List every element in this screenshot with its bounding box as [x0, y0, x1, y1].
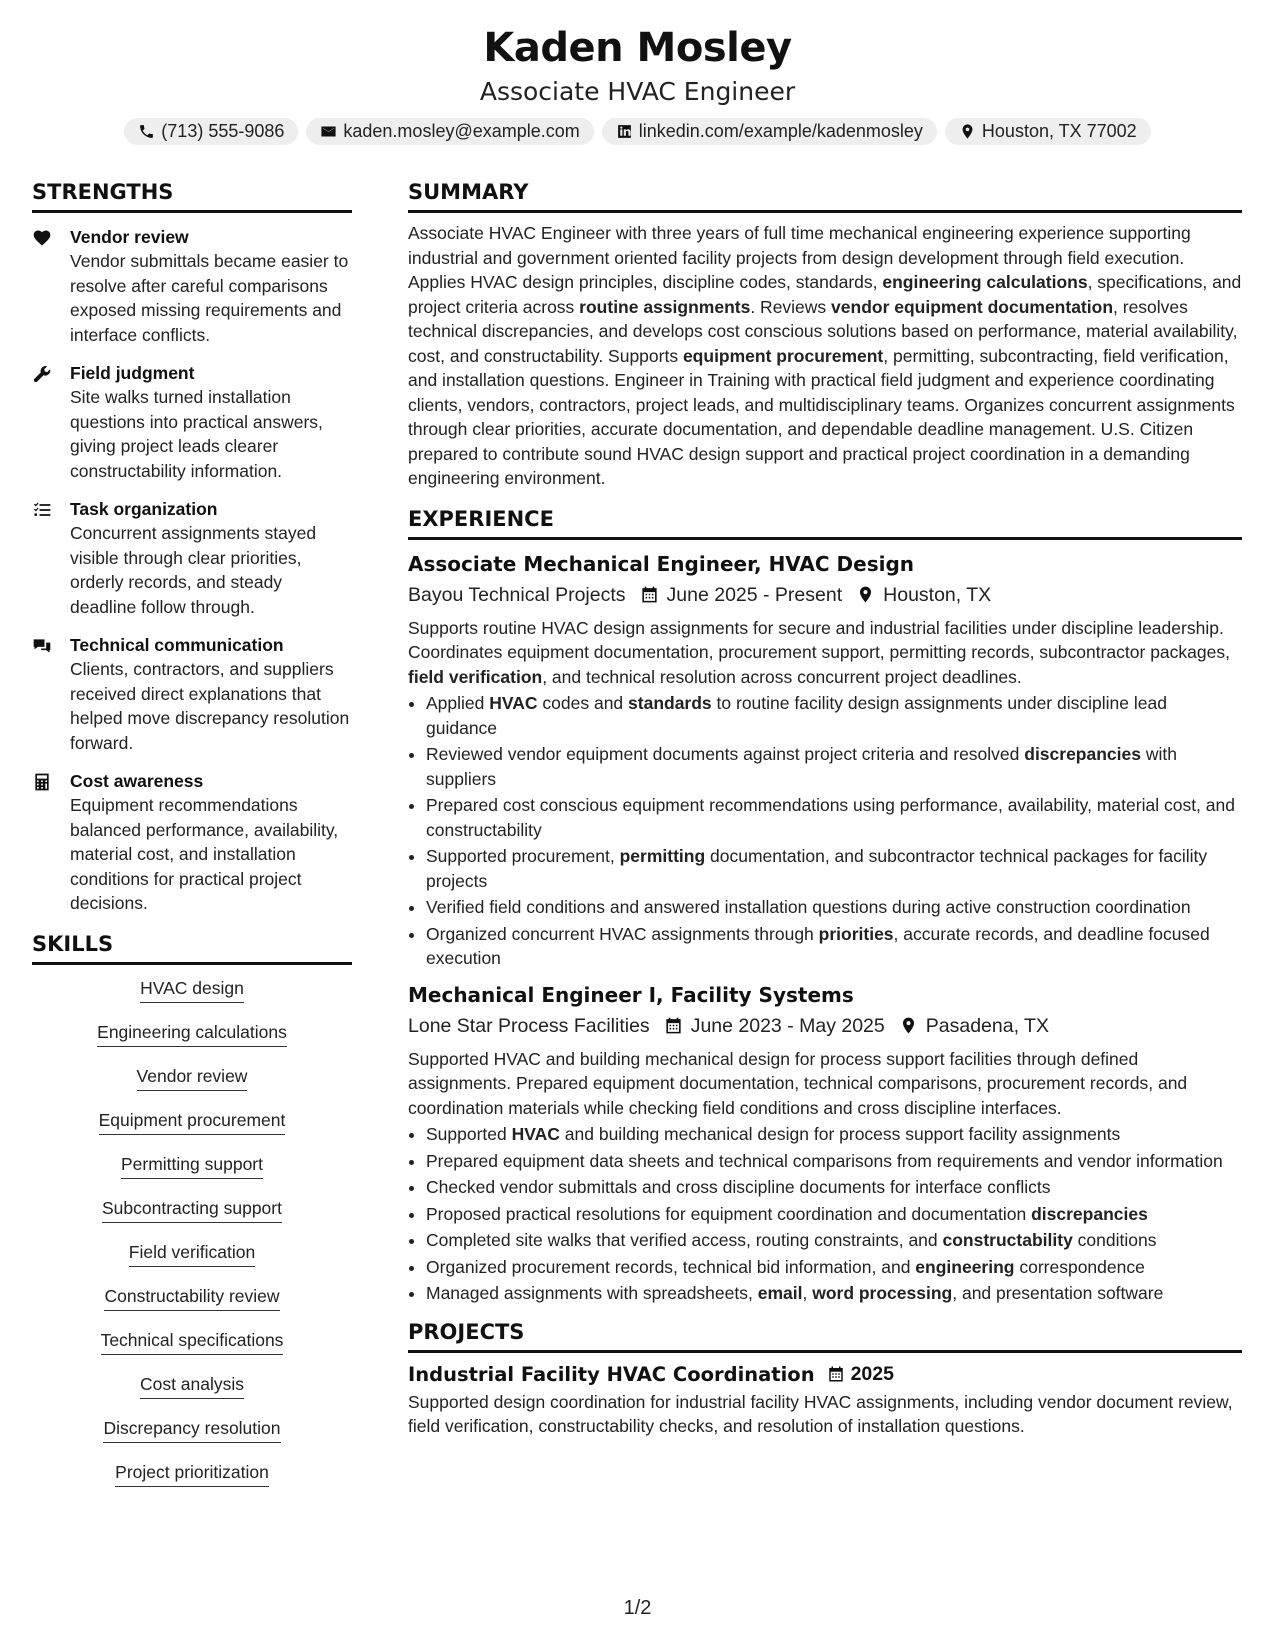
location-icon [959, 123, 976, 140]
email-icon [320, 123, 337, 140]
job-location: Houston, TX [883, 583, 992, 606]
skill-item [32, 1109, 352, 1153]
strength-icon-wrap [32, 497, 70, 619]
skill-item [32, 1329, 352, 1373]
bullet-item [426, 793, 1242, 842]
skills-heading: SKILLS [32, 930, 352, 965]
text-run: , resolves technical discrepancies, and develops cost conscious solutions based on performance, material availability, cost, and constructability. Supports [408, 296, 1238, 366]
skill-tag: Vendor review [137, 1065, 248, 1091]
text-run: codes and [537, 693, 629, 713]
calendar-icon [664, 1016, 683, 1035]
experience-heading: EXPERIENCE [408, 505, 1242, 540]
strength-item [32, 497, 352, 619]
strength-icon-wrap [32, 633, 70, 755]
left-column [32, 178, 352, 1505]
strength-description: Vendor submittals became easier to resolve after careful comparisons exposed missing requirements and interface conflicts. [70, 251, 349, 345]
strength-item [32, 633, 352, 755]
job-bullets [408, 1122, 1242, 1306]
contact-item [945, 118, 1151, 145]
chat-icon [32, 636, 52, 656]
text-run: Managed assignments with spreadsheets, [426, 1283, 758, 1303]
job-location: Pasadena, TX [925, 1014, 1049, 1037]
skill-item [32, 1373, 352, 1417]
job-bullets [408, 691, 1242, 971]
text-run: , and presentation software [952, 1283, 1164, 1303]
contact-bar [0, 118, 1275, 145]
skill-tag: Subcontracting support [102, 1197, 282, 1223]
text-run: Supported HVAC and building mechanical design for process support facilities through defined assignments. Prepared equipment documentation, technical comparisons, procurement records, and coordination materials while checking field conditions and cross discipline interfaces. [408, 1048, 1188, 1118]
job-meta [408, 1011, 1242, 1041]
strength-description: Clients, contractors, and suppliers received direct explanations that helped move discrepancy resolution forward. [70, 659, 350, 753]
bullet-item [426, 1255, 1242, 1280]
bullet-item [426, 895, 1242, 920]
strength-description: Equipment recommendations balanced performance, availability, material cost, and installation conditions for practical project decisions. [70, 795, 339, 913]
skills-list [32, 977, 352, 1505]
candidate-title: Associate HVAC Engineer [479, 77, 796, 106]
text-run: conditions [1072, 1230, 1157, 1250]
bullet-item [426, 1202, 1242, 1227]
bullet-item [426, 1228, 1242, 1253]
strength-icon-wrap [32, 361, 70, 483]
skill-item [32, 1153, 352, 1197]
heart-icon [32, 228, 52, 248]
contact-item [602, 118, 937, 145]
text-run: Completed site walks that verified access, routing constraints, and [426, 1230, 943, 1250]
summary-heading: SUMMARY [408, 178, 1242, 213]
company-name: Lone Star Process Facilities [408, 1014, 650, 1037]
text-run: Applied [426, 693, 490, 713]
text-run: Organized procurement records, technical bid information, and [426, 1256, 916, 1277]
job-title: Mechanical Engineer I, Facility Systems [408, 982, 854, 1007]
skill-tag: Discrepancy resolution [103, 1417, 280, 1443]
text-run: , [802, 1283, 813, 1303]
text-run: with suppliers [426, 744, 1177, 789]
job-meta [408, 580, 1242, 610]
bullet-item [426, 1175, 1242, 1200]
job-dates: June 2025 - Present [666, 583, 843, 606]
bullet-item [426, 922, 1242, 971]
calculator-icon [32, 772, 52, 792]
text-run: Verified field conditions and answered installation questions during active construction coordination [426, 897, 1191, 917]
strength-item [32, 225, 352, 347]
skill-item [32, 1021, 352, 1065]
text-run: to routine facility design assignments under discipline lead guidance [426, 693, 1167, 738]
wrench-icon [32, 364, 52, 384]
contact-text: Houston, TX 77002 [981, 121, 1137, 141]
bold-text: word processing [812, 1283, 953, 1303]
contact-item [124, 118, 298, 145]
text-run: , specifications, and project criteria across [408, 272, 1242, 317]
project-title: Industrial Facility HVAC Coordination [408, 1362, 815, 1386]
page-number: 1/2 [623, 1597, 652, 1619]
skill-tag: Engineering calculations [97, 1021, 287, 1047]
text-run: . Reviews [750, 296, 832, 317]
job-entry [408, 981, 1242, 1306]
strength-title: Cost awareness [70, 771, 204, 791]
linkedin-icon [616, 123, 633, 140]
skill-tag: Equipment procurement [99, 1109, 286, 1135]
strength-icon-wrap [32, 225, 70, 347]
job-title: Associate Mechanical Engineer, HVAC Design [408, 551, 915, 576]
job-description [408, 616, 1242, 690]
strength-item [32, 769, 352, 916]
bullet-item [426, 844, 1242, 893]
projects-list [408, 1363, 1242, 1439]
skill-tag: Project prioritization [115, 1461, 269, 1487]
bullet-item [426, 1122, 1242, 1147]
skill-item [32, 1065, 352, 1109]
bold-text: standards [628, 693, 712, 713]
bold-text: equipment procurement [682, 345, 884, 366]
location-icon [856, 585, 875, 604]
contact-text: kaden.mosley@example.com [343, 121, 580, 141]
bullet-item [426, 742, 1242, 791]
strength-title: Vendor review [70, 227, 189, 247]
skill-tag: Constructability review [104, 1285, 279, 1311]
bold-text: field verification [408, 666, 543, 687]
experience-list [408, 550, 1242, 1306]
calendar-icon [640, 585, 659, 604]
strength-description: Concurrent assignments stayed visible through clear priorities, orderly records, and steady deadline follow through. [70, 523, 317, 617]
bold-text: constructability [942, 1230, 1073, 1250]
bold-text: vendor equipment documentation [831, 296, 1114, 317]
bold-text: engineering calculations [882, 272, 1088, 292]
text-run: , and technical resolution across concurrent project deadlines. [542, 666, 1022, 687]
bullet-item [426, 1281, 1242, 1306]
skill-tag: Cost analysis [140, 1373, 244, 1399]
bullet-item [426, 691, 1242, 740]
text-run: Checked vendor submittals and cross discipline documents for interface conflicts [426, 1177, 1051, 1197]
contact-item [306, 118, 593, 145]
skill-tag: Permitting support [121, 1153, 263, 1179]
text-run: Supported [426, 1124, 512, 1144]
skill-item [32, 1241, 352, 1285]
text-run: correspondence [1014, 1256, 1145, 1277]
candidate-name: Kaden Mosley [483, 25, 792, 71]
bold-text: email [757, 1283, 803, 1303]
contact-text: linkedin.com/example/kadenmosley [638, 121, 923, 141]
skill-item [32, 1285, 352, 1329]
project-description: Supported design coordination for industrial facility HVAC assignments, including vendor document review, field verification, constructability checks, and resolution of installation questions. [408, 1391, 1233, 1436]
calendar-icon [827, 1365, 845, 1383]
text-run: documentation, and subcontractor technical packages for facility projects [426, 846, 1208, 891]
contact-text: (713) 555-9086 [161, 121, 285, 141]
skill-item [32, 1461, 352, 1505]
bold-text: discrepancies [1024, 744, 1141, 764]
job-entry [408, 550, 1242, 971]
strength-title: Technical communication [70, 635, 284, 655]
location-icon [899, 1016, 918, 1035]
project-year: 2025 [850, 1362, 894, 1385]
bullet-item [426, 1149, 1242, 1174]
text-run: and building mechanical design for process support facility assignments [559, 1124, 1121, 1144]
checklist-icon [32, 500, 52, 520]
bold-text: engineering [915, 1256, 1015, 1277]
strengths-heading: STRENGTHS [32, 178, 352, 213]
bold-text: HVAC [489, 693, 538, 713]
text-run: Associate HVAC Engineer with three years of full time mechanical engineering experience supporting industrial and government oriented facility projects from design development through field execution. Applies HVAC design principles, discipline codes, standards, [408, 223, 1191, 292]
bold-text: HVAC [511, 1124, 560, 1144]
text-run: Prepared cost conscious equipment recommendations using performance, availability, material cost, and constructability [426, 795, 1235, 840]
strength-icon-wrap [32, 769, 70, 916]
strength-title: Task organization [70, 499, 218, 519]
skill-item [32, 1417, 352, 1461]
skill-item [32, 977, 352, 1021]
text-run: , permitting, subcontracting, field verification, and installation questions. Engineer in Training with practical field judgment and experience coordinating clients, vendors, contractors, project leads, and multidisciplinary teams. Organizes concurrent assignments through clear priorities, accurate documentation, and dependable deadline management. U.S. Citizen prepared to contribute sound HVAC design support and practical project coordination in a demanding engineering environment. [408, 345, 1235, 488]
job-dates: June 2023 - May 2025 [690, 1014, 885, 1037]
right-column [408, 178, 1242, 1439]
bold-text: routine assignments [579, 296, 751, 317]
text-run: , accurate records, and deadline focused execution [426, 923, 1210, 968]
strength-title: Field judgment [70, 363, 195, 383]
skill-item [32, 1197, 352, 1241]
bold-text: permitting [619, 846, 706, 866]
skill-tag: Field verification [129, 1241, 255, 1267]
skill-tag: Technical specifications [101, 1329, 284, 1355]
resume-header [0, 0, 1275, 145]
job-description [408, 1047, 1242, 1121]
text-run: Organized concurrent HVAC assignments through [426, 923, 819, 944]
bold-text: priorities [818, 923, 894, 944]
projects-heading: PROJECTS [408, 1318, 1242, 1353]
strength-description: Site walks turned installation questions into practical answers, giving project leads clearer constructability information. [70, 387, 323, 481]
text-run: Reviewed vendor equipment documents against project criteria and resolved [426, 744, 1025, 764]
skill-tag: HVAC design [140, 977, 244, 1003]
strengths-list [32, 225, 352, 916]
company-name: Bayou Technical Projects [408, 583, 626, 606]
text-run: Supported procurement, [426, 846, 620, 866]
text-run: Proposed practical resolutions for equipment coordination and documentation [426, 1203, 1032, 1224]
project-header [408, 1363, 1242, 1386]
text-run: Prepared equipment data sheets and technical comparisons from requirements and vendor information [426, 1150, 1223, 1171]
bold-text: discrepancies [1031, 1203, 1148, 1224]
text-run: Supports routine HVAC design assignments for secure and industrial facilities under discipline leadership. Coordinates equipment documentation, procurement support, permitting records, subcontractor packages, [408, 617, 1230, 662]
phone-icon [138, 123, 155, 140]
strength-item [32, 361, 352, 483]
summary-text [408, 221, 1242, 491]
